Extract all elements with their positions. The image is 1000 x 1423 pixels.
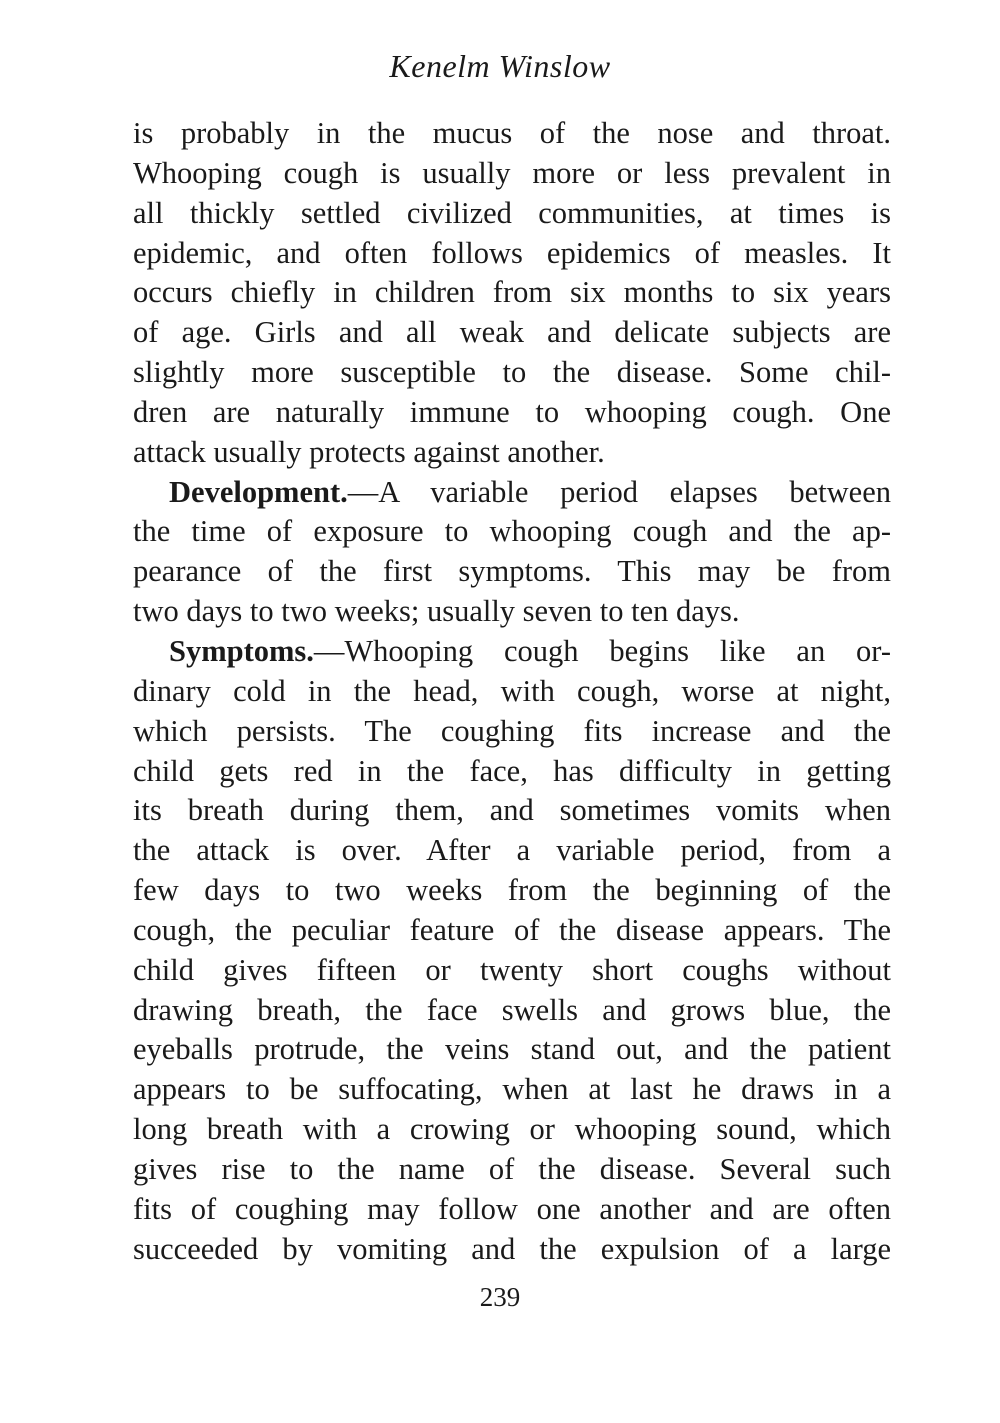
line-text: which persists. The coughing fits increase and the [133, 713, 891, 748]
text-line [133, 433, 891, 473]
line-text: pearance of the first symptoms. This may be from [133, 554, 891, 589]
page-body-text [133, 114, 891, 1269]
text-line [133, 1190, 891, 1230]
text-line [133, 1070, 891, 1110]
text-line [133, 632, 891, 672]
text-line [133, 552, 891, 592]
line-text: long breath with a crowing or whooping sound, which [133, 1112, 891, 1147]
line-text: is probably in the mucus of the nose and throat. [133, 116, 891, 150]
text-line [133, 194, 891, 234]
line-text: the attack is over. After a variable period, from a [133, 833, 891, 868]
line-text: child gives fifteen or twenty short coughs without [133, 952, 891, 987]
line-text: eyeballs protrude, the veins stand out, and the patient [133, 1032, 891, 1067]
page-number: 239 [479, 1282, 521, 1312]
text-line [133, 791, 891, 831]
text-line [133, 991, 891, 1031]
text-line [133, 951, 891, 991]
line-text: appears to be suffocating, when at last he draws in a [133, 1072, 891, 1107]
section-heading: Symptoms. [169, 633, 314, 668]
line-text: its breath during them, and sometimes vomits when [133, 793, 891, 828]
line-text: gives rise to the name of the disease. Several such [133, 1151, 891, 1186]
text-line [133, 831, 891, 871]
running-header: Kenelm Winslow [389, 48, 611, 84]
text-line [133, 393, 891, 433]
text-line [133, 114, 891, 154]
text-line [133, 1110, 891, 1150]
text-line [133, 911, 891, 951]
line-text: succeeded by vomiting and the expulsion of a large [133, 1231, 891, 1266]
line-text: two days to two weeks; usually seven to ten days. [133, 594, 740, 629]
section-heading: Development. [169, 474, 348, 509]
text-line [133, 1150, 891, 1190]
line-text: slightly more susceptible to the disease. Some chil- [133, 355, 891, 390]
line-text: all thickly settled civilized communities, at times is [133, 195, 891, 230]
text-line [133, 752, 891, 792]
text-line [133, 234, 891, 274]
text-line [133, 1230, 891, 1270]
text-line [133, 473, 891, 513]
line-text: drawing breath, the face swells and grows blue, the [133, 992, 891, 1027]
text-line [133, 313, 891, 353]
text-line [133, 592, 891, 632]
line-text: child gets red in the face, has difficulty in getting [133, 753, 891, 788]
text-line [133, 353, 891, 393]
line-text: occurs chiefly in children from six months to six years [133, 275, 891, 310]
line-text: cough, the peculiar feature of the disease appears. The [133, 912, 891, 947]
text-line [133, 512, 891, 552]
line-text: attack usually protects against another. [133, 434, 605, 469]
line-text: fits of coughing may follow one another and are often [133, 1191, 891, 1226]
line-text: dinary cold in the head, with cough, worse at night, [133, 673, 891, 708]
line-text: epidemic, and often follows epidemics of measles. It [133, 235, 891, 270]
text-line [133, 712, 891, 752]
line-text: —Whooping cough begins like an or- [313, 633, 891, 668]
text-line [133, 154, 891, 194]
line-text: dren are naturally immune to whooping cough. One [133, 394, 891, 429]
line-text: few days to two weeks from the beginning of the [133, 873, 891, 908]
text-line [133, 273, 891, 313]
text-line [133, 672, 891, 712]
line-text: —A variable period elapses between [347, 474, 891, 509]
line-text: the time of exposure to whooping cough and the ap- [133, 514, 891, 549]
text-line [133, 1030, 891, 1070]
text-line [133, 871, 891, 911]
line-text: Whooping cough is usually more or less prevalent in [133, 155, 891, 190]
line-text: of age. Girls and all weak and delicate subjects are [133, 315, 891, 350]
